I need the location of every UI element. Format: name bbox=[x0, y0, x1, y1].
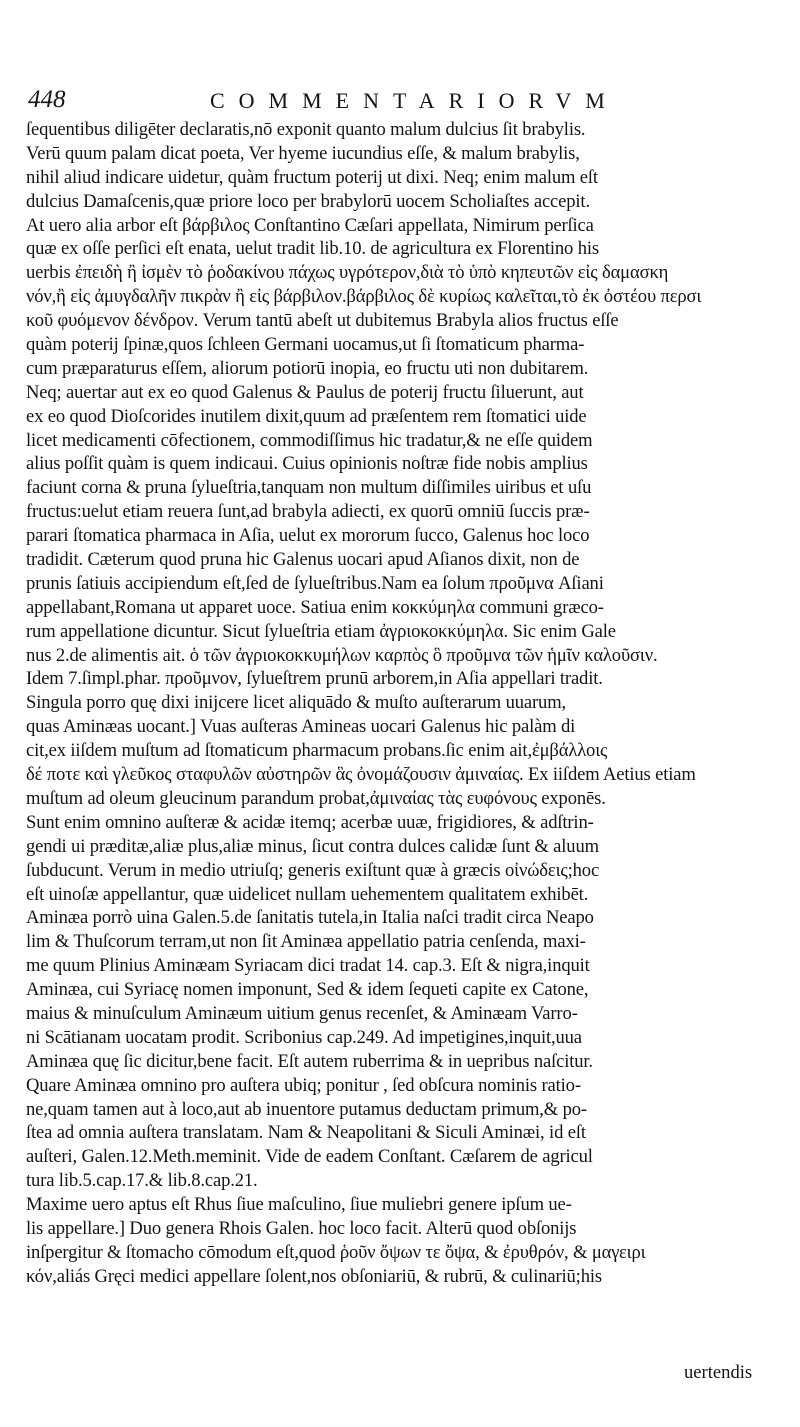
text-line: tradidit. Cæterum quod pruna hic Galenus uocari apud Aſianos dixit, non de bbox=[26, 549, 580, 571]
text-line: ni Scātianam uocatam prodit. Scribonius cap.249. Ad impetigines,inquit,uua bbox=[26, 1026, 582, 1048]
text-line: Quare Aminæa omnino pro auſtera ubiq; ponitur , ſed obſcura nominis ratio- bbox=[26, 1074, 581, 1096]
text-line: Aminæa, cui Syriacę nomen imponunt, Sed & idem ſequeti capite ex Catone, bbox=[26, 979, 589, 1001]
text-line: quæ ex oſſe perſici eſt enata, uelut tradit lib.10. de agricultura ex Florentino his bbox=[26, 238, 599, 260]
running-head: COMMENTARIORVM bbox=[210, 88, 619, 113]
text-line: Aminæa quę ſic dicitur,bene facit. Eſt autem ruberrima & in uepribus naſcitur. bbox=[26, 1050, 593, 1072]
text-line: lim & Thuſcorum terram,ut non ſit Aminæa appellatio patria cenſenda, maxi- bbox=[26, 931, 586, 953]
body-text bbox=[26, 118, 761, 1289]
page-header bbox=[28, 86, 768, 116]
text-line: maius & minuſculum Aminæum uitium genus recenſet, & Aminæam Varro- bbox=[26, 1002, 578, 1024]
text-line: dulcius Damaſcenis,quæ priore loco per brabylorū uocem Scholiaſtes accepit. bbox=[26, 190, 590, 212]
text-line: alius poſſit quàm is quem indicaui. Cuius opinionis noſtræ fide nobis amplius bbox=[26, 453, 588, 475]
text-line: gendi ui præditæ,aliæ plus,aliæ minus, ſicut contra dulces calidæ ſunt & aluum bbox=[26, 835, 599, 857]
text-line: κοῦ φυόμενον δένδρον. Verum tantū abeſt ut dubitemus Brabyla alios fructus eſſe bbox=[26, 310, 619, 332]
text-line: ſubducunt. Verum in medio utriuſq; generis exiſtunt quæ à græcis οἰνώδεις;hoc bbox=[26, 859, 600, 881]
text-line: Neq; auertar aut ex eo quod Galenus & Paulus de poterij fructu ſiluerunt, aut bbox=[26, 381, 584, 403]
text-line: δέ ποτε καὶ γλεῦκος σταφυλῶν αὐστηρῶν ἃς ὀνομάζουσιν ἀμιναίας. Ex iiſdem Aetius etiam bbox=[26, 764, 696, 786]
text-line: nihil aliud indicare uidetur, quàm fructum poterij ut dixi. Neq; enim malum eſt bbox=[26, 166, 598, 188]
text-line: parari ſtomatica pharmaca in Aſia, uelut ex mororum ſucco, Galenus hoc loco bbox=[26, 525, 590, 547]
page-number: 448 bbox=[28, 86, 66, 113]
text-line: auſteri, Galen.12.Meth.meminit. Vide de eadem Conſtant. Cæſarem de agricul bbox=[26, 1146, 593, 1168]
text-line: At uero alia arbor eſt βάρβιλος Conſtantino Cæſari appellata, Nimirum perſica bbox=[26, 214, 594, 236]
text-line: cum præparaturus eſſem, aliorum potiorū inopia, eo fructu uti non dubitarem. bbox=[26, 357, 589, 379]
text-line: cit,ex iiſdem muſtum ad ſtomaticum pharmacum probans.ſic enim ait,ἐμβάλλοις bbox=[26, 740, 608, 762]
text-line: prunis ſatiuis accipiendum eſt,ſed de ſylueſtribus.Nam ea ſolum προῦμνα Aſiani bbox=[26, 572, 604, 594]
text-line: tura lib.5.cap.17.& lib.8.cap.21. bbox=[26, 1170, 258, 1192]
text-line: ex eo quod Dioſcorides inutilem dixit,quum ad præſentem rem ſtomatici uide bbox=[26, 405, 587, 427]
text-line: fructus:uelut etiam reuera ſunt,ad brabyla adiecti, ex quorū omniū ſuccis præ- bbox=[26, 501, 590, 523]
catchword: uertendis bbox=[684, 1362, 753, 1383]
text-line: Maxime uero aptus eſt Rhus ſiue maſculino, ſiue muliebri genere ipſum ue- bbox=[26, 1194, 572, 1216]
text-line: Idem 7.ſimpl.phar. προῦμνον, ſylueſtrem prunū arborem,in Aſia appellari tradit. bbox=[26, 668, 603, 690]
text-line: inſpergitur & ſtomacho cōmodum eſt,quod ῥοῦν ὄψων τε ὄψα, & ἐρυθρόν, & μαγειρι bbox=[26, 1241, 646, 1263]
text-line: Singula porro quę dixi inijcere licet aliquādo & muſto auſterarum uuarum, bbox=[26, 692, 566, 714]
text-line: quàm poterij ſpinæ,quos ſchleen Germani uocamus,ut ſi ſtomaticum pharma- bbox=[26, 334, 585, 356]
text-line: muſtum ad oleum gleucinum parandum probat,ἀμιναίας τὰς ευφόνους exponēs. bbox=[26, 787, 606, 809]
text-line: ſequentibus diligēter declaratis,nō exponit quanto malum dulcius ſit brabylis. bbox=[26, 119, 586, 140]
text-line: licet medicamenti cōfectionem, commodiſſimus hic tradatur,& ne eſſe quidem bbox=[26, 429, 593, 451]
text-line: nus 2.de alimentis ait. ὁ τῶν ἀγριοκοκκυμήλων καρπὸς ὃ προῦμνα τῶν ἡμῖν καλοῦσιν. bbox=[26, 644, 658, 666]
text-line: ſtea ad omnia auſtera translatam. Nam & Neapolitani & Siculi Aminæi, id eſt bbox=[26, 1122, 586, 1144]
text-line: appellabant,Romana ut apparet uoce. Satiua enim κοκκύμηλα communi græco- bbox=[26, 596, 604, 618]
text-line: me quum Plinius Aminæam Syriacam dici tradat 14. cap.3. Eſt & nigra,inquit bbox=[26, 955, 590, 977]
text-line: νόν,ἢ εἰς ἀμυγδαλῆν πικρὰν ἢ εἰς βάρβιλον.βάρβιλος δὲ κυρίως καλεῖται,τὸ ἐκ ὀστέου περσι bbox=[26, 286, 702, 308]
text-line: ne,quam tamen aut à loco,aut ab inuentore putamus deductam primum,& po- bbox=[26, 1098, 587, 1120]
text-line: faciunt corna & pruna ſylueſtria,tanquam non multum diſſimiles uiribus et uſu bbox=[26, 477, 592, 499]
text-line: Verū quum palam dicat poeta, Ver hyeme iucundius eſſe, & malum brabylis, bbox=[26, 142, 580, 164]
text-line: eſt uinoſæ appellantur, quæ uidelicet nullam uehementem qualitatem exhibēt. bbox=[26, 883, 589, 905]
text-line: quas Aminæas uocant.] Vuas auſteras Amineas uocari Galenus hic palàm di bbox=[26, 716, 576, 738]
text-line: Sunt enim omnino auſteræ & acidæ itemq; acerbæ uuæ, frigidiores, & adſtrin- bbox=[26, 811, 594, 833]
text-line: κόν,aliás Gręci medici appellare ſolent,nos obſoniariū, & rubrū, & culinariū;his bbox=[26, 1265, 602, 1287]
text-line: rum appellatione dicuntur. Sicut ſylueſtria etiam ἀγριοκοκκύμηλα. Sic enim Gale bbox=[26, 620, 616, 642]
text-line: uerbis ἐπειδὴ ἢ ἰσμὲν τὸ ῥοδακίνου πάχως υγρότερον,διὰ τὸ ὑπὸ κηπευτῶν εἰς δαμασκη bbox=[26, 262, 669, 284]
text-line: lis appellare.] Duo genera Rhois Galen. hoc loco facit. Alterū quod obſonijs bbox=[26, 1217, 577, 1239]
text-line: Aminæa porrò uina Galen.5.de ſanitatis tutela,in Italia naſci tradit circa Neapo bbox=[26, 907, 594, 929]
